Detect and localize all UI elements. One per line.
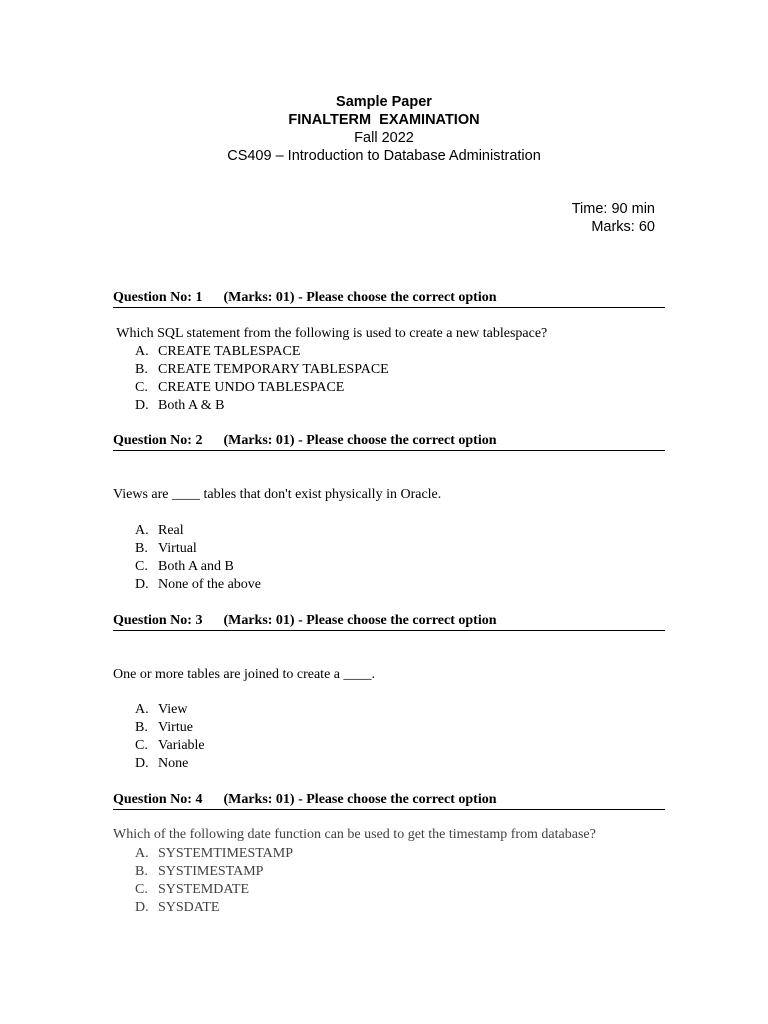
question-3-text: One or more tables are joined to create a ____. xyxy=(113,667,376,682)
option-b: B. CREATE TEMPORARY TABLESPACE xyxy=(135,362,389,377)
option-a: A. CREATE TABLESPACE xyxy=(135,344,301,359)
question-3-heading: Question No: 3 (Marks: 01) - Please choose the correct option xyxy=(113,612,665,631)
exam-title: FINALTERM EXAMINATION xyxy=(288,112,480,128)
total-marks: Marks: 60 xyxy=(591,219,655,235)
option-b: B. Virtual xyxy=(135,541,197,556)
option-d: D. SYSDATE xyxy=(135,900,220,915)
question-1-options xyxy=(135,343,389,415)
question-1-text: Which SQL statement from the following is used to create a new tablespace? xyxy=(113,326,548,341)
option-a: A. Real xyxy=(135,523,184,538)
option-c: C. Both A and B xyxy=(135,559,234,574)
option-a: A. View xyxy=(135,702,188,717)
semester: Fall 2022 xyxy=(354,130,414,146)
question-2-options xyxy=(135,522,261,594)
question-4-text: Which of the following date function can be used to get the timestamp from database? xyxy=(113,827,596,842)
option-a: A. SYSTEMTIMESTAMP xyxy=(135,846,294,861)
question-3-options xyxy=(135,701,205,773)
option-b: B. SYSTIMESTAMP xyxy=(135,864,264,879)
time-allowed: Time: 90 min xyxy=(571,201,655,217)
option-b: B. Virtue xyxy=(135,720,193,735)
paper-kind: Sample Paper xyxy=(336,94,432,110)
question-2-heading: Question No: 2 (Marks: 01) - Please choose the correct option xyxy=(113,432,665,451)
exam-meta xyxy=(572,200,655,236)
option-c: C. CREATE UNDO TABLESPACE xyxy=(135,380,345,395)
question-4-options xyxy=(135,845,293,917)
question-2-text: Views are ____ tables that don't exist physically in Oracle. xyxy=(113,487,442,502)
option-c: C. Variable xyxy=(135,738,205,753)
option-d: D. Both A & B xyxy=(135,398,225,413)
question-1-heading: Question No: 1 (Marks: 01) - Please choose the correct option xyxy=(113,289,665,308)
course-title: CS409 – Introduction to Database Administration xyxy=(227,148,541,164)
option-c: C. SYSTEMDATE xyxy=(135,882,250,897)
option-d: D. None xyxy=(135,756,189,771)
option-d: D. None of the above xyxy=(135,577,262,592)
question-4-heading: Question No: 4 (Marks: 01) - Please choose the correct option xyxy=(113,791,665,810)
paper-header xyxy=(0,93,768,165)
